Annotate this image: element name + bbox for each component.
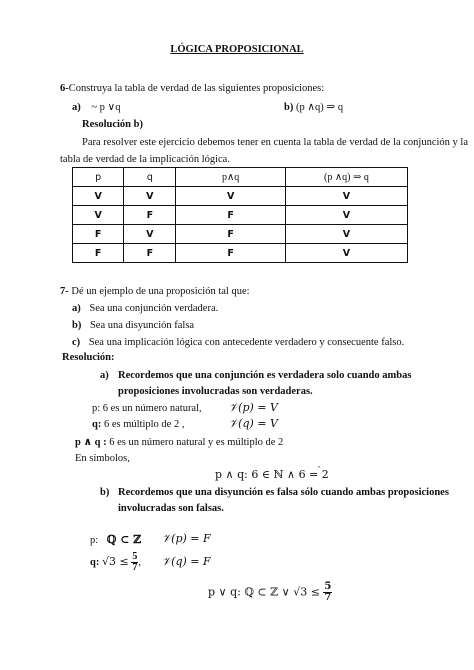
proposition-q-b (90, 552, 141, 573)
resolution-b-line-1: Recordemos que una disyunción es falsa sólo cuando ambas proposiciones (118, 487, 449, 498)
resolution-paragraph-line-1: Para resolver este ejercicio debemos tener en cuenta la tabla de verdad de la conjunción y la (82, 137, 468, 148)
table-row (73, 206, 408, 225)
proposition-p-b (90, 533, 141, 546)
exercise-7-text: Dé un ejemplo de una proposición tal que: (71, 286, 250, 297)
in-symbols-text: En símbolos, (75, 453, 130, 464)
qb-numerator: 5 (132, 551, 138, 562)
header-p: p (73, 168, 124, 187)
item-label: a) (72, 303, 81, 314)
table-row (73, 225, 408, 244)
table-cell: V (176, 187, 285, 206)
resolution-b-label: b) (100, 487, 110, 498)
item-text: Sea una conjunción verdadera. (89, 303, 219, 314)
resolution-a-line-1: Recordemos que una conjunción es verdadera solo cuando ambas (118, 370, 412, 381)
proposition-p-and-q (75, 436, 283, 448)
qb-comma: , (138, 556, 141, 568)
table-cell: V (73, 206, 124, 225)
resolution-a-line-2: proposiciones involucradas son verdaderas. (118, 386, 313, 397)
item-text: Sea una implicación lógica con antecedente verdadero y consecuente falso. (88, 337, 405, 348)
table-cell: V (73, 187, 124, 206)
pb-label: p: (90, 535, 99, 546)
page-title: LÓGICA PROPOSICIONAL (170, 44, 304, 55)
item-label: c) (72, 337, 81, 348)
table-cell: F (73, 244, 124, 263)
multiple-of-two (322, 468, 329, 481)
pq-text: 6 es un número natural y es múltiplo de 2 (109, 437, 284, 448)
pq-label: p ∧ q : (75, 437, 107, 448)
truth-table (72, 167, 408, 263)
disjunction-denominator: 7 (324, 592, 332, 603)
table-cell: V (285, 206, 407, 225)
item-b-label: b) (284, 102, 294, 113)
truth-value-p: 𝒱(p) = V (229, 401, 278, 414)
q-text: 6 es múltiplo de 2 , (103, 419, 185, 430)
exercise-7-item-c (72, 337, 404, 348)
table-cell: F (176, 206, 285, 225)
table-cell: V (124, 187, 176, 206)
table-cell: F (124, 206, 176, 225)
table-cell: F (176, 244, 285, 263)
resolution-b-line-2: involucradas son falsas. (118, 503, 224, 514)
resolution-heading: Resolución: (62, 352, 115, 363)
truth-value-q: 𝒱(q) = V (229, 417, 278, 430)
exercise-7-statement (60, 286, 250, 297)
table-cell: F (176, 225, 285, 244)
exercise-7-item-a (72, 303, 218, 314)
exercise-6-item-b (284, 101, 343, 113)
disjunction-main: p ∨ q: ℚ ⊂ ℤ ∨ √3 ≤ (208, 585, 320, 599)
disjunction-expression (208, 582, 332, 603)
item-label: b) (72, 320, 82, 331)
header-q: q (124, 168, 176, 187)
exercise-6-statement (60, 83, 324, 94)
resolution-paragraph-line-2: tabla de verdad de la implicación lógica. (60, 154, 230, 165)
symbolic-expression-main: p ∧ q: 6 ∈ ℕ ∧ 6 = (215, 468, 322, 481)
table-cell: F (124, 244, 176, 263)
item-a-expression: ~ p ∨q (91, 102, 121, 113)
table-cell: V (124, 225, 176, 244)
exercise-6-number: 6- (60, 83, 69, 94)
table-row (73, 244, 408, 263)
item-b-expression: (p ∧q) ⇒ q (295, 102, 344, 113)
table-row (73, 187, 408, 206)
truth-value-p-b: 𝒱(p) = F (162, 532, 211, 545)
exercise-6-text: Construya la tabla de verdad de las siguientes proposiciones: (68, 83, 325, 94)
header-p-and-q: p∧q (176, 168, 285, 187)
multiple-of-two-digit: 2 (321, 468, 329, 481)
truth-table-header-row (73, 168, 408, 187)
exercise-6-item-a (72, 101, 121, 113)
resolution-a-label: a) (100, 370, 109, 381)
disjunction-numerator: 5 (324, 581, 332, 592)
q-label: q: (92, 419, 102, 430)
item-text: Sea una disyunción falsa (89, 320, 195, 331)
header-implication: (p ∧q) ⇒ q (285, 168, 407, 187)
qb-expression: √3 ≤ (101, 554, 129, 568)
exercise-7-item-b (72, 320, 194, 331)
table-cell: V (285, 225, 407, 244)
qb-denominator: 7 (132, 562, 138, 573)
proposition-q (92, 419, 184, 430)
proposition-p: p: 6 es un número natural, (92, 403, 202, 414)
table-cell: V (285, 187, 407, 206)
table-cell: F (73, 225, 124, 244)
resolution-b-heading: Resolución b) (82, 119, 143, 130)
symbolic-expression (215, 468, 329, 481)
item-a-label: a) (72, 102, 81, 113)
exercise-7-number: 7- (60, 286, 69, 297)
pb-expression: ℚ ⊂ ℤ (106, 533, 142, 546)
truth-value-q-b: 𝒱(q) = F (162, 555, 211, 568)
qb-label: q: (90, 556, 100, 568)
table-cell: V (285, 244, 407, 263)
disjunction-fraction (323, 582, 332, 603)
